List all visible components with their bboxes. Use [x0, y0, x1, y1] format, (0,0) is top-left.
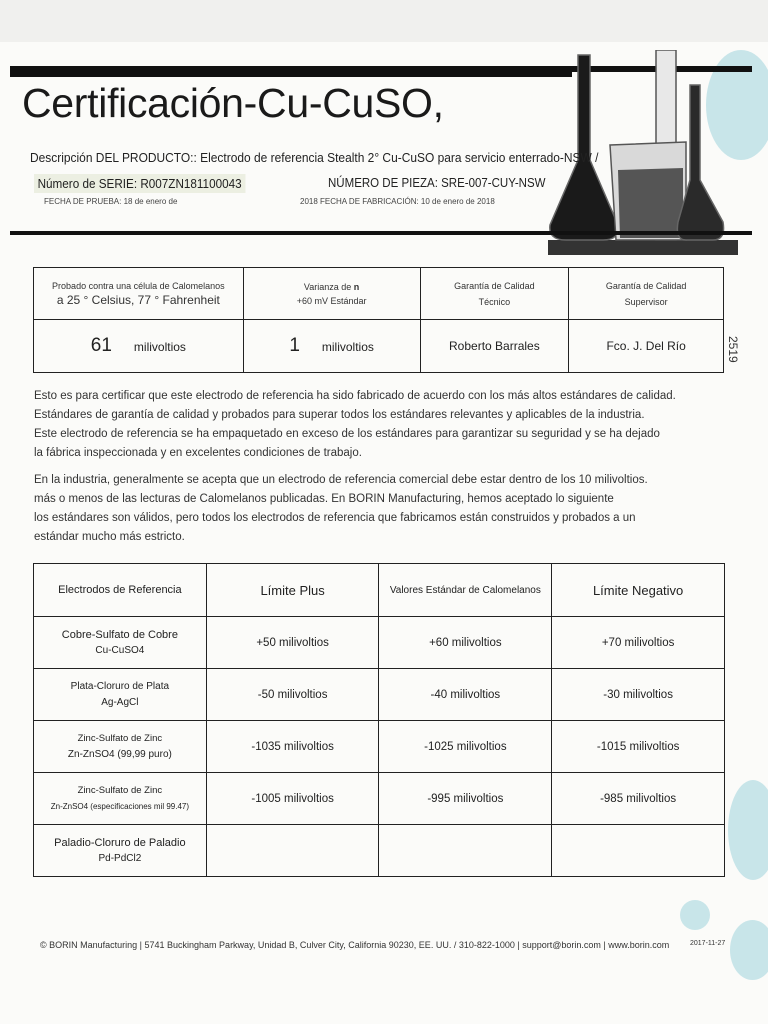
standard-value-cell: -1025 milivoltios	[379, 721, 552, 773]
electrode-name: Cobre-Sulfato de Cobre	[61, 628, 178, 641]
handwritten-margin-note: 2519	[726, 336, 740, 363]
standard-value-cell: -995 milivoltios	[379, 773, 552, 825]
table-header-row	[34, 564, 725, 617]
test-conditions-line2: a 25 ° Celsius, 77 ° Fahrenheit	[56, 292, 220, 307]
plus-limit-cell: -50 milivoltios	[206, 669, 379, 721]
paragraph-line: estándar mucho más estricto.	[34, 531, 185, 543]
column-header-negative-limit: Límite Negativo	[552, 564, 725, 617]
test-table-header-row	[34, 268, 724, 320]
footer-contact: © BORIN Manufacturing | 5741 Buckingham Parkway, Unidad B, Culver City, California 90230, EE. UU. / 310-822-1000 | support@borin.com | www.borin.com	[40, 940, 670, 950]
electrode-name-cell	[34, 825, 207, 877]
serial-number: Número de SERIE: R007ZN181100043	[34, 174, 245, 193]
electrode-formula: Pd-PdCl2	[98, 852, 142, 864]
paragraph-line: los estándares son válidos, pero todos los electrodos de referencia que fabricamos están construidos y probados a un	[34, 512, 636, 524]
test-results-table	[33, 267, 724, 373]
product-description: Descripción DEL PRODUCTO:: Electrodo de referencia Stealth 2° Cu-CuSO para servicio enterrado-NSW /	[30, 150, 599, 165]
negative-limit-cell: -30 milivoltios	[552, 669, 725, 721]
paragraph-line: más o menos de las lecturas de Calomelanos publicadas. En BORIN Manufacturing, hemos aceptado lo siguiente	[34, 493, 614, 505]
table-row	[34, 825, 725, 877]
negative-limit-cell: -1015 milivoltios	[552, 721, 725, 773]
electrode-formula: Zn-ZnSO4 (99,99 puro)	[67, 749, 172, 760]
negative-limit-cell: +70 milivoltios	[552, 617, 725, 669]
reading-value: 61	[90, 335, 112, 356]
header-bottom-rule	[10, 231, 752, 235]
variance-cell	[243, 320, 420, 373]
negative-limit-cell	[552, 825, 725, 877]
scan-top-strip	[0, 0, 768, 42]
reading-cell	[34, 320, 244, 373]
electrode-formula: Zn-ZnSO4 (especificaciones mil 99.47)	[50, 802, 190, 811]
variance-header	[243, 268, 420, 320]
table-row	[34, 721, 725, 773]
standard-value-cell: +60 milivoltios	[379, 617, 552, 669]
negative-limit-cell: -985 milivoltios	[552, 773, 725, 825]
part-number: NÚMERO DE PIEZA: SRE-007-CUY-NSW	[328, 176, 546, 190]
electrode-formula: Cu-CuSO4	[95, 644, 145, 656]
variance-unit: milivoltios	[321, 340, 374, 354]
fabrication-date: 2018 FECHA DE FABRICACIÓN: 10 de enero de 2018	[300, 197, 495, 206]
variance-value: 1	[289, 335, 300, 356]
test-date: FECHA DE PRUEBA: 18 de enero de	[44, 197, 178, 206]
page-title: Certificación-Cu-CuSO,	[22, 80, 444, 126]
paragraph-line: En la industria, generalmente se acepta que un electrodo de referencia comercial debe estar dentro de los 10 milivoltios.	[34, 474, 648, 486]
electrode-name: Zinc-Sulfato de Zinc	[77, 733, 163, 744]
ink-splash	[730, 920, 768, 980]
qa-technician-header	[420, 268, 569, 320]
industry-standard-paragraph	[34, 471, 734, 547]
electrode-name-cell	[34, 617, 207, 669]
plus-limit-cell: -1035 milivoltios	[206, 721, 379, 773]
qa-supervisor-line2: Supervisor	[624, 296, 668, 307]
electrode-name-cell	[34, 773, 207, 825]
electrode-name-cell	[34, 721, 207, 773]
header-rule	[10, 66, 572, 77]
qa-supervisor-line1: Garantía de Calidad	[605, 280, 687, 291]
test-table-value-row	[34, 320, 724, 373]
ink-splash	[680, 900, 710, 930]
technician-name: Roberto Barrales	[420, 320, 569, 373]
footer-date: 2017-11-27	[690, 940, 726, 947]
certification-paragraph	[34, 387, 734, 463]
paragraph-line: la fábrica inspeccionada y en excelentes condiciones de trabajo.	[34, 447, 362, 459]
variance-line1: Varianza de	[303, 281, 352, 292]
standard-value-cell: -40 milivoltios	[379, 669, 552, 721]
qa-supervisor-header	[569, 268, 724, 320]
column-header-electrode: Electrodos de Referencia	[34, 564, 207, 617]
qa-technician-line2: Técnico	[478, 296, 511, 307]
plus-limit-cell: -1005 milivoltios	[206, 773, 379, 825]
qa-technician-line1: Garantía de Calidad	[454, 280, 535, 291]
supervisor-name: Fco. J. Del Río	[569, 320, 724, 373]
electrode-name-cell	[34, 669, 207, 721]
table-row	[34, 773, 725, 825]
variance-line2: +60 mV Estándar	[296, 295, 367, 306]
reading-unit: milivoltios	[133, 340, 186, 354]
standard-value-cell	[379, 825, 552, 877]
variance-mark: n	[353, 281, 360, 292]
electrode-name: Plata-Cloruro de Plata	[70, 681, 170, 692]
test-conditions-line1: Probado contra una célula de Calomelanos	[52, 280, 225, 291]
paragraph-line: Estándares de garantía de calidad y probados para superar todos los estándares relevantes y aplicables de la industria.	[34, 409, 645, 421]
electrode-formula: Ag-AgCl	[101, 697, 139, 708]
paragraph-line: Este electrodo de referencia se ha empaquetado en exceso de los estándares para garantizar su seguridad y se ha dejado	[34, 428, 660, 440]
ink-splash	[728, 780, 768, 880]
test-conditions-header	[34, 268, 244, 320]
reference-electrodes-table	[33, 563, 725, 877]
electrode-name: Paladio-Cloruro de Paladio	[54, 836, 186, 849]
paragraph-line: Esto es para certificar que este electrodo de referencia ha sido fabricado de acuerdo con los más altos estándares de calidad.	[34, 390, 676, 402]
plus-limit-cell: +50 milivoltios	[206, 617, 379, 669]
table-row	[34, 617, 725, 669]
column-header-plus-limit: Límite Plus	[206, 564, 379, 617]
column-header-calomel-standard: Valores Estándar de Calomelanos	[379, 564, 552, 617]
electrode-name: Zinc-Sulfato de Zinc	[77, 785, 163, 796]
plus-limit-cell	[206, 825, 379, 877]
table-row	[34, 669, 725, 721]
